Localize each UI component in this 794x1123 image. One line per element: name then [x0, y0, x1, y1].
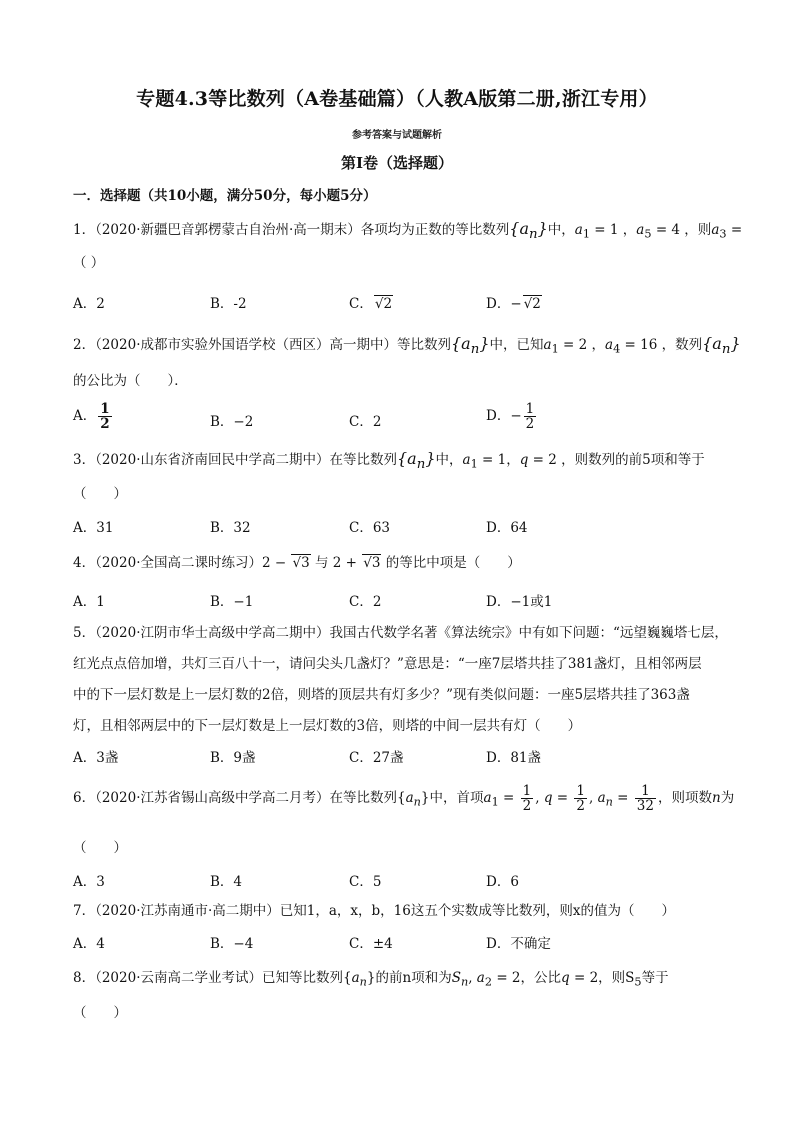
question-4-options	[73, 590, 724, 612]
question-6-stem: 6．（2020·江苏省锡山高级中学高二月考）在等比数列$\{a_n\}$中，首项$a_1$ = $\frac{1}{2}$ , q = $\frac{1}{2}$ , $a_n$ = $\frac{1}{32}$ ，则项数n为	[73, 783, 735, 814]
option-a[interactable]: A． $\frac{1}{2}$	[73, 401, 110, 432]
question-5-line-1: 5．（2020·江阴市华士高级中学高二期中）我国古代数学名著《算法统宗》中有如下问题：“远望巍巍塔七层，	[73, 625, 728, 641]
question-5-options	[73, 746, 724, 768]
question-2-tail: 的公比为（ ）．	[73, 373, 188, 389]
question-6-options	[73, 870, 724, 892]
option-b[interactable]: B．4	[210, 874, 243, 890]
option-b[interactable]: B．−4	[210, 936, 254, 952]
option-c[interactable]: C．5	[349, 874, 382, 890]
option-a[interactable]: A．3盏	[73, 750, 119, 766]
question-6-blank: （ ）	[73, 840, 127, 856]
option-b[interactable]: B．9盏	[210, 750, 256, 766]
option-b[interactable]: B．32	[210, 520, 251, 536]
question-5-line-2: 红光点点倍加增，共灯三百八十一，请问尖头几盏灯？”意思是：“一座7层塔共挂了381盏灯，且相邻两层	[73, 656, 702, 672]
question-3-blank: （ ）	[73, 486, 127, 502]
section-heading: 一．选择题（共10小题，满分50分，每小题5分）	[73, 188, 377, 204]
question-1-options	[73, 292, 724, 314]
option-d[interactable]: D．81盏	[486, 750, 542, 766]
volume-heading: 第I卷（选择题）	[340, 154, 454, 172]
question-7-options	[73, 932, 724, 954]
question-4-stem: 4．（2020·全国高二课时练习）2 − √3 与 2 + √3 的等比中项是（ ）	[73, 555, 521, 571]
option-d[interactable]: D．− $\frac{1}{2}$	[486, 401, 535, 432]
question-1-stem: 1．（2020·新疆巴音郭楞蒙古自治州·高一期末）各项均为正数的等比数列$\{a_n\}$中，$a_1 = 1$ ，$a_5 = 4$ ，则$a_3$ =	[73, 219, 743, 243]
option-b[interactable]: B．−1	[210, 594, 254, 610]
option-d[interactable]: D．6	[486, 874, 519, 890]
option-c[interactable]: C．2	[349, 414, 382, 430]
question-8-blank: （ ）	[73, 1005, 127, 1021]
question-5-line-3: 中的下一层灯数是上一层灯数的2倍，则塔的顶层共有灯多少？”现有类似问题：一座5层塔共挂了363盏	[73, 687, 690, 703]
option-d[interactable]: D．64	[486, 520, 528, 536]
option-a[interactable]: A．2	[73, 296, 105, 312]
option-b[interactable]: B．-2	[210, 296, 247, 312]
question-1-blank: （ ）	[73, 255, 105, 271]
option-a[interactable]: A．3	[73, 874, 105, 890]
option-d[interactable]: D．−1或1	[486, 594, 553, 610]
option-c[interactable]: C．±4	[349, 936, 393, 952]
question-8-stem: 8．（2020·云南高二学业考试）已知等比数列$\{a_n\}$的前n项和为$S_n$, $a_2 = 2$，公比q = 2，则$S_5$等于	[73, 970, 669, 989]
question-5-line-4: 灯，且相邻两层中的下一层灯数是上一层灯数的3倍，则塔的中间一层共有灯（ ）	[73, 718, 582, 734]
question-2-options	[73, 401, 724, 432]
question-3-options	[73, 516, 724, 538]
option-a[interactable]: A．31	[73, 520, 114, 536]
option-c[interactable]: C． √2	[349, 296, 393, 312]
option-c[interactable]: C．2	[349, 594, 382, 610]
option-d[interactable]: D．不确定	[486, 936, 551, 952]
option-b[interactable]: B．−2	[210, 414, 254, 430]
answer-subtitle: 参考答案与试题解析	[352, 130, 442, 141]
question-2-stem: 2．（2020·成都市实验外国语学校（西区）高一期中）等比数列$\{a_n\}$中，已知$a_1 = 2$ ，$a_4 = 16$ ，数列$\{a_n\}$	[73, 334, 741, 358]
question-3-stem: 3．（2020·山东省济南回民中学高二期中）在等比数列$\{a_n\}$中，$a_1 = 1$，q = 2 ，则数列的前5项和等于	[73, 449, 705, 473]
question-7-stem: 7．（2020·江苏南通市·高二期中）已知1，a，x，b，16这五个实数成等比数列，则x的值为（ ）	[73, 903, 675, 919]
option-c[interactable]: C．27盏	[349, 750, 404, 766]
option-a[interactable]: A．4	[73, 936, 105, 952]
option-d[interactable]: D．− √2	[486, 296, 541, 312]
document-title: 专题4.3等比数列（A卷基础篇）（人教A版第二册,浙江专用）	[136, 88, 658, 110]
option-a[interactable]: A．1	[73, 594, 105, 610]
option-c[interactable]: C．63	[349, 520, 391, 536]
